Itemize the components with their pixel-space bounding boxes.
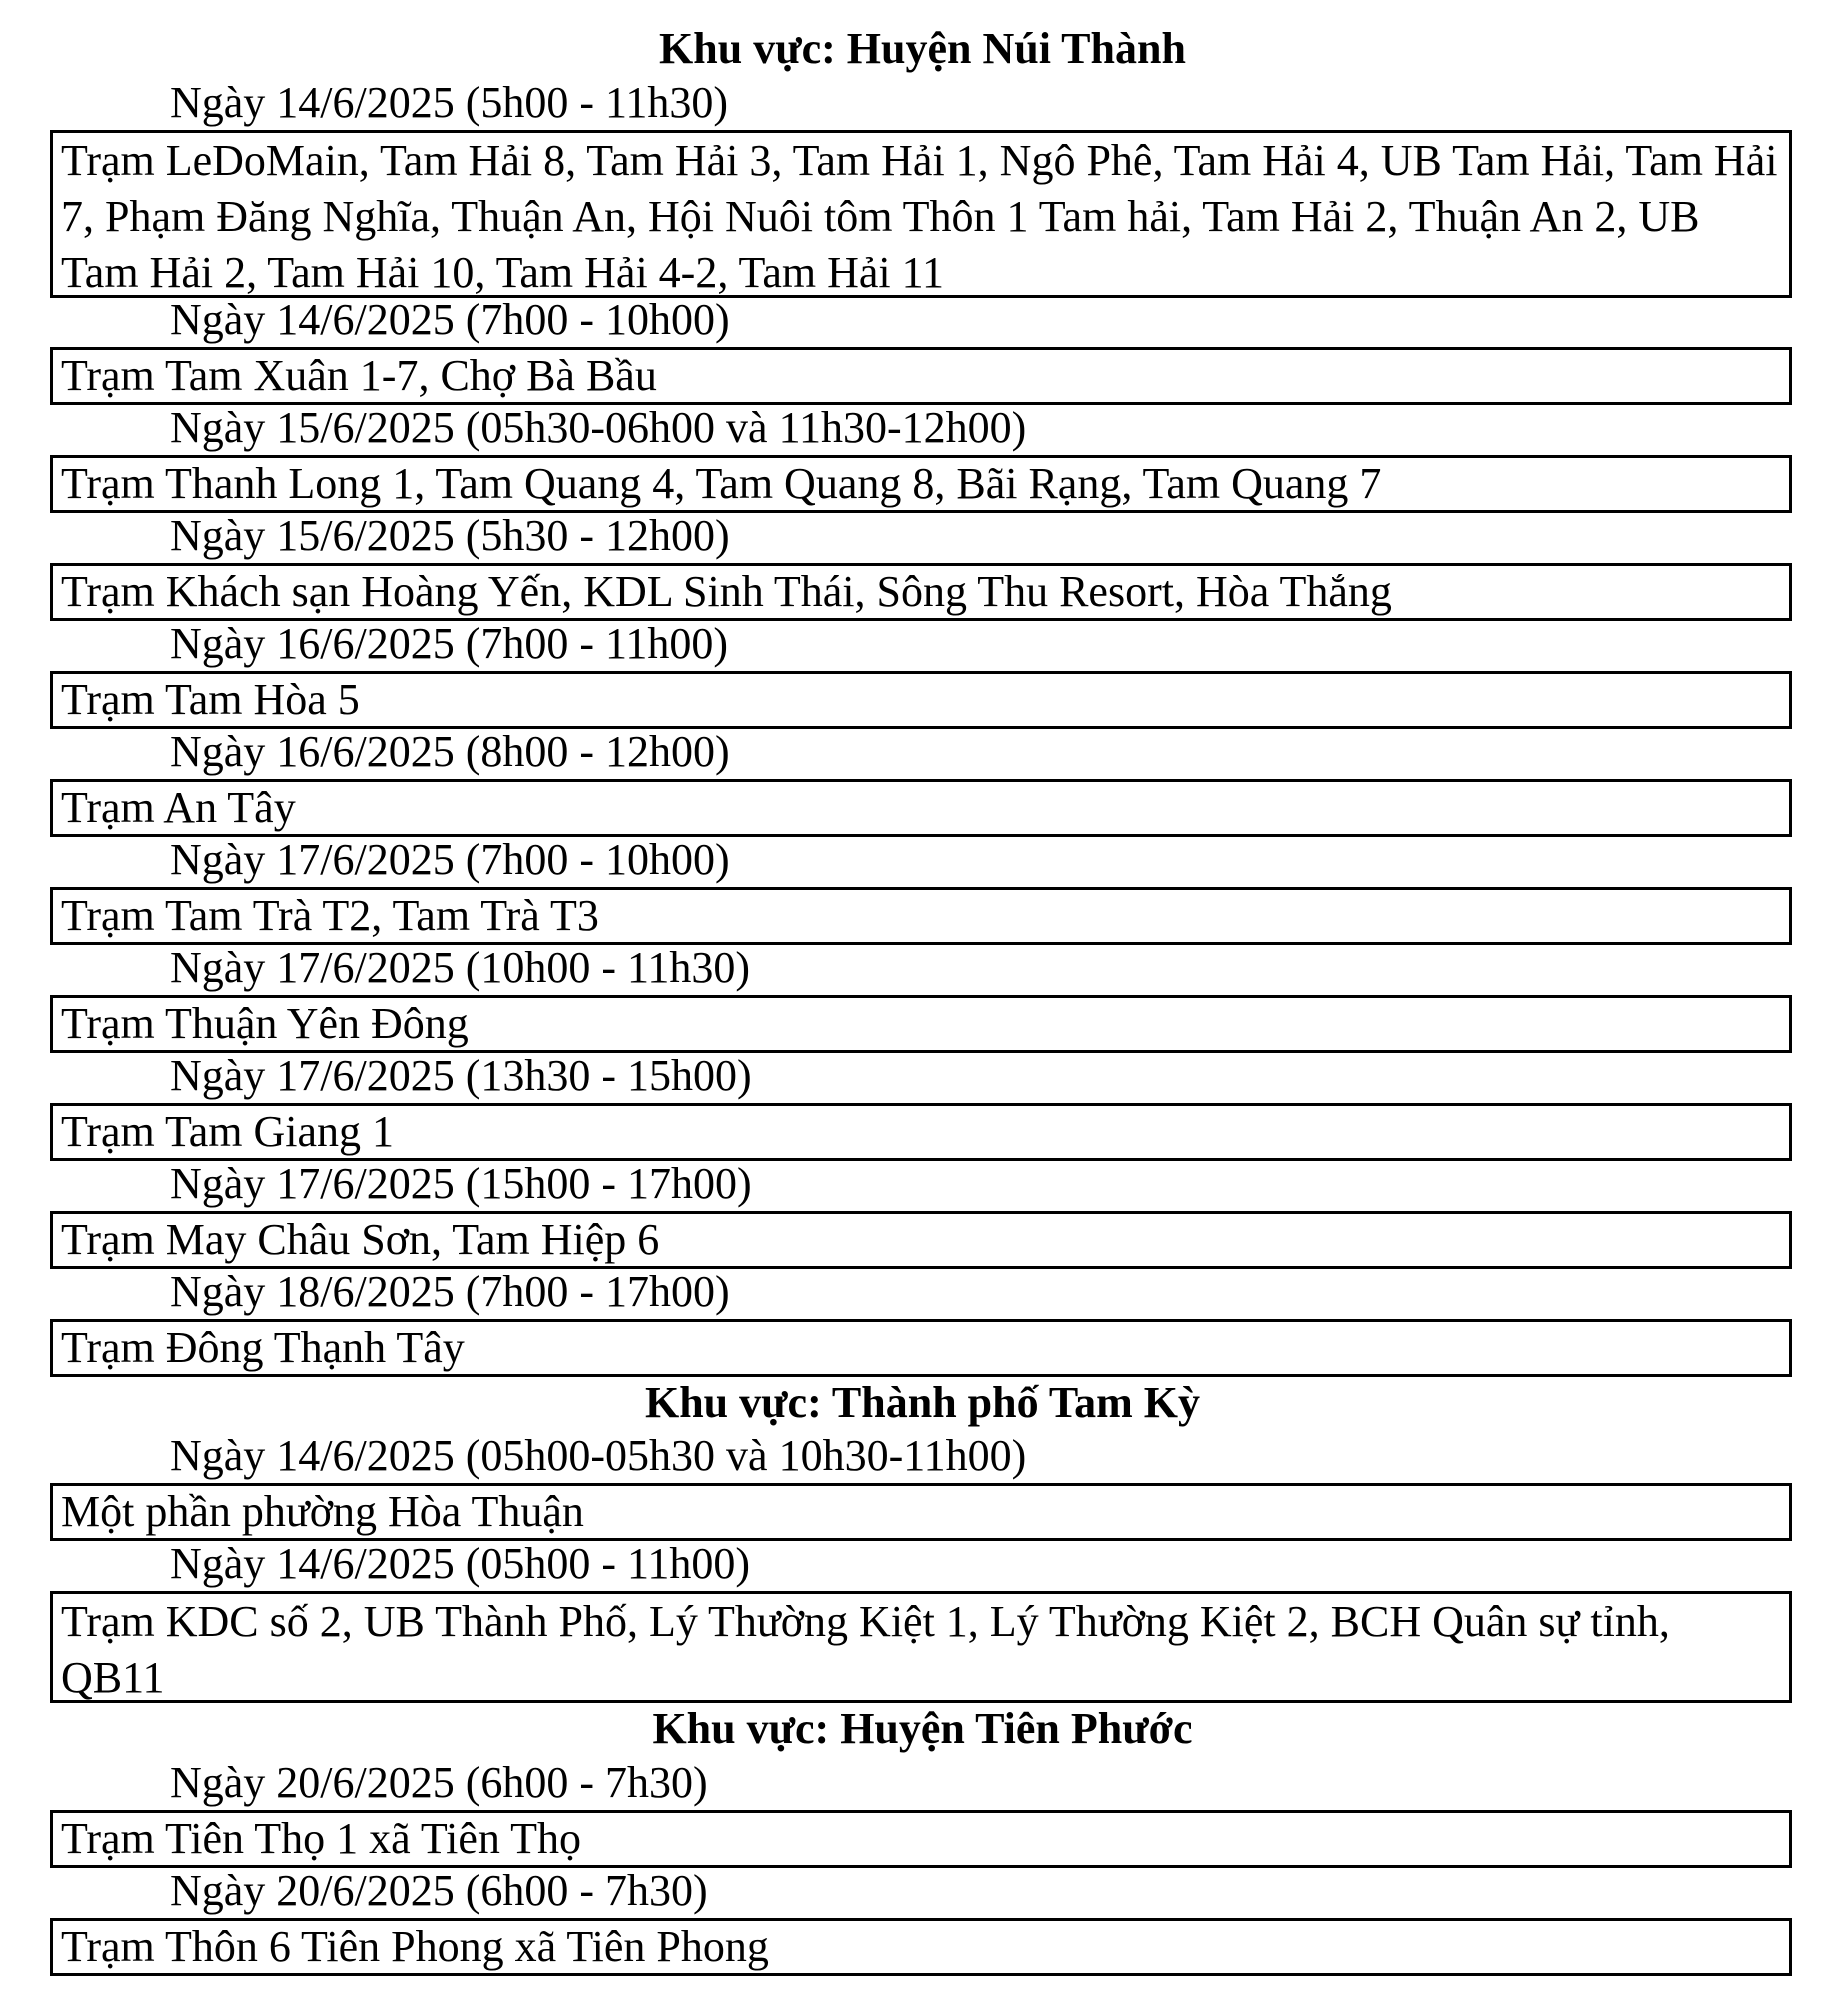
entry-stations: Trạm Thôn 6 Tiên Phong xã Tiên Phong [50,1918,1792,1976]
entry-stations: Trạm Đông Thạnh Tây [50,1319,1792,1377]
entry-date: Ngày 16/6/2025 (8h00 - 12h00) [170,727,730,776]
entry-date: Ngày 18/6/2025 (7h00 - 17h00) [170,1267,730,1316]
entry-stations: Trạm An Tây [50,779,1792,837]
entry-date: Ngày 14/6/2025 (05h00-05h30 và 10h30-11h00) [170,1431,1027,1480]
entry-stations: Trạm Khách sạn Hoàng Yến, KDL Sinh Thái, Sông Thu Resort, Hòa Thắng [50,563,1792,621]
entry-stations: Trạm Thuận Yên Đông [50,995,1792,1053]
entry-date: Ngày 14/6/2025 (7h00 - 10h00) [170,295,730,344]
entry-stations: Trạm Tam Trà T2, Tam Trà T3 [50,887,1792,945]
entry-date: Ngày 20/6/2025 (6h00 - 7h30) [170,1758,708,1807]
area-title-tien-phuoc: Khu vực: Huyện Tiên Phước [652,1704,1193,1753]
entry-date: Ngày 17/6/2025 (15h00 - 17h00) [170,1159,752,1208]
entry-date: Ngày 15/6/2025 (05h30-06h00 và 11h30-12h00) [170,403,1027,452]
entry-stations: Một phần phường Hòa Thuận [50,1483,1792,1541]
area-title-tam-ky: Khu vực: Thành phố Tam Kỳ [644,1378,1201,1427]
entry-date: Ngày 17/6/2025 (10h00 - 11h30) [170,943,751,992]
entry-date: Ngày 17/6/2025 (13h30 - 15h00) [170,1051,752,1100]
entry-stations: Trạm Tam Xuân 1-7, Chợ Bà Bầu [50,347,1792,405]
entry-date: Ngày 17/6/2025 (7h00 - 10h00) [170,835,730,884]
entry-stations: Trạm Tam Giang 1 [50,1103,1792,1161]
entry-date: Ngày 14/6/2025 (5h00 - 11h30) [170,78,729,127]
entry-date: Ngày 20/6/2025 (6h00 - 7h30) [170,1866,708,1915]
entry-date: Ngày 15/6/2025 (5h30 - 12h00) [170,511,730,560]
entry-stations: Trạm LeDoMain, Tam Hải 8, Tam Hải 3, Tam Hải 1, Ngô Phê, Tam Hải 4, UB Tam Hải, Tam Hải 7, Phạm Đăng Nghĩa, Thuận An, Hội Nuôi tôm Thôn 1 Tam hải, Tam Hải 2, Thuận An 2, UB Tam Hải 2, Tam Hải 10, Tam Hải 4-2, Tam Hải 11 [50,130,1792,298]
entry-stations: Trạm Thanh Long 1, Tam Quang 4, Tam Quang 8, Bãi Rạng, Tam Quang 7 [50,455,1792,513]
entry-stations: Trạm KDC số 2, UB Thành Phố, Lý Thường Kiệt 1, Lý Thường Kiệt 2, BCH Quân sự tỉnh, QB11 [50,1591,1792,1703]
entry-date: Ngày 14/6/2025 (05h00 - 11h00) [170,1539,751,1588]
entry-stations: Trạm Tiên Thọ 1 xã Tiên Thọ [50,1810,1792,1868]
area-title-nui-thanh: Khu vực: Huyện Núi Thành [659,24,1186,73]
entry-stations: Trạm Tam Hòa 5 [50,671,1792,729]
entry-stations: Trạm May Châu Sơn, Tam Hiệp 6 [50,1211,1792,1269]
entry-date: Ngày 16/6/2025 (7h00 - 11h00) [170,619,729,668]
